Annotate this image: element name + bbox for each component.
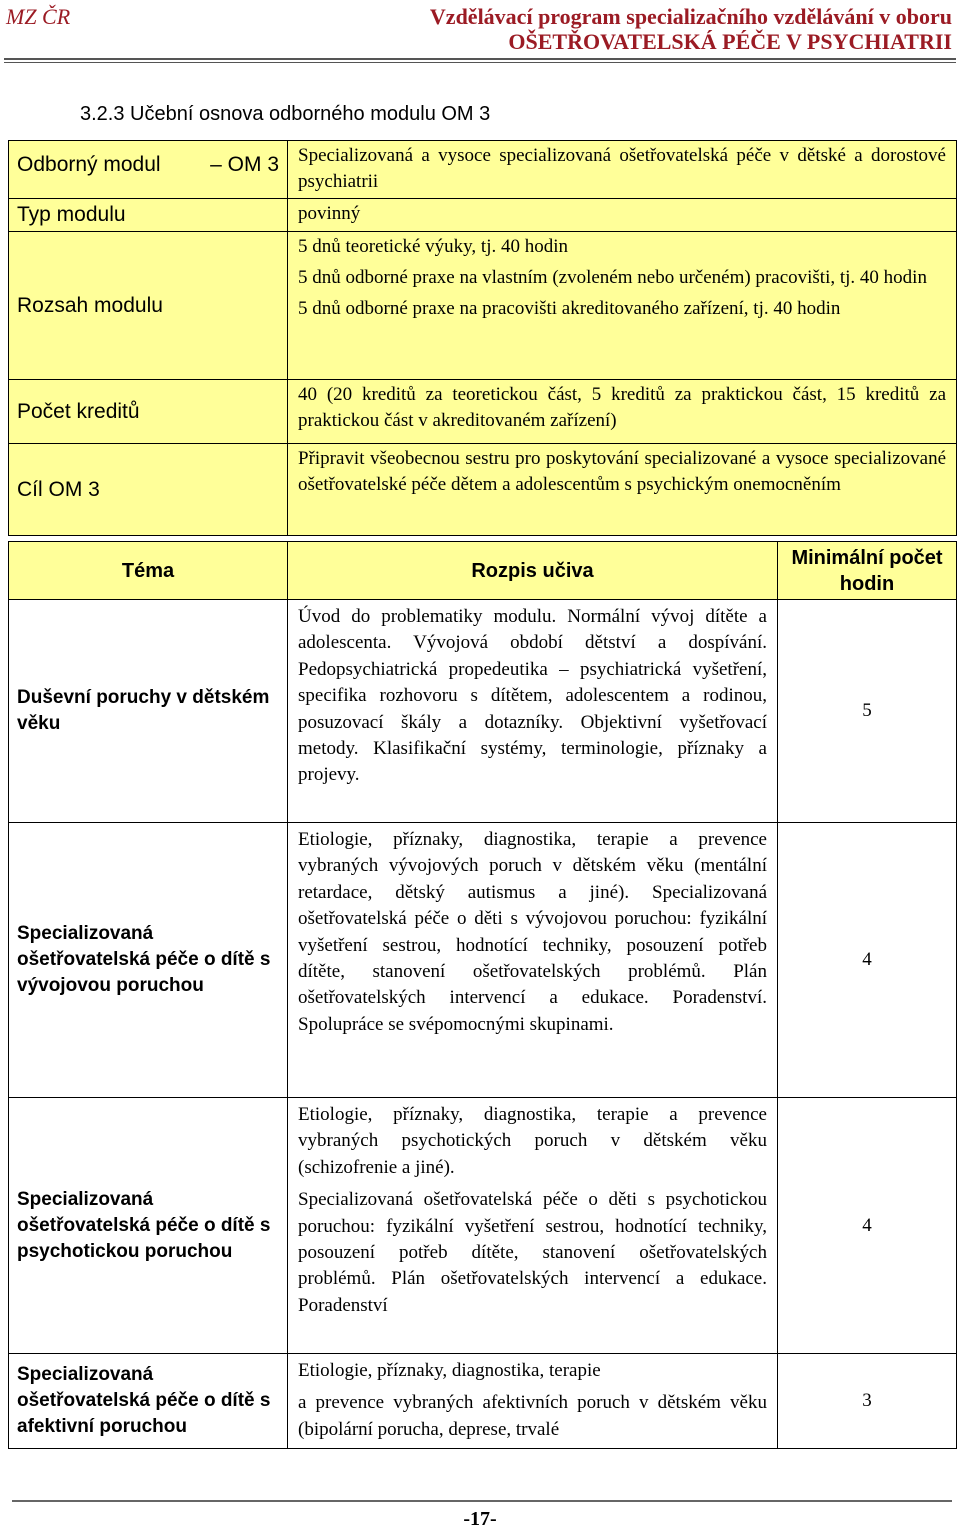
header-content: Rozpis učiva [288, 542, 778, 600]
header-right-line2: OŠETŘOVATELSKÁ PÉČE V PSYCHIATRII [508, 29, 952, 54]
module-scope-row [9, 232, 957, 380]
curriculum-header-row [9, 542, 957, 600]
content-paragraph: Specializovaná ošetřovatelská péče o děti s psychotickou poruchou: fyzikální vyšetření sestrou, hodnotící techniky, posouzení potřeb dítěte, stanovení ošetřovatelských problémů. Plán ošetřovatelských intervencí a edukace. Poradenství [298, 1189, 767, 1316]
module-info-table [8, 140, 957, 536]
topic-cell: Specializovaná ošetřovatelská péče o dítě s vývojovou poruchou [9, 823, 288, 1098]
header-rule-thin [4, 62, 956, 63]
content-cell [288, 1354, 778, 1449]
curriculum-table [8, 541, 957, 1449]
curriculum-row [9, 1098, 957, 1354]
module-label-b: – OM 3 [210, 153, 279, 176]
module-scope-label: Rozsah modulu [9, 232, 288, 380]
header-hours: Minimální počet hodin [778, 542, 957, 600]
module-label [9, 141, 288, 199]
content-cell [288, 823, 778, 1098]
header-right [430, 4, 952, 54]
content-cell [288, 600, 778, 823]
content-cell [288, 1098, 778, 1354]
scope-theory: 5 dnů teoretické výuky, tj. 40 hodin [298, 236, 568, 257]
module-type-row [9, 199, 957, 232]
topic-cell: Duševní poruchy v dětském věku [9, 600, 288, 823]
curriculum-row [9, 1354, 957, 1449]
content-paragraph: Etiologie, příznaky, diagnostika, terapie a prevence vybraných psychotických poruch v dětském věku (schizofrenie a jiné). [298, 1104, 767, 1178]
content-paragraph: a prevence vybraných afektivních poruch v dětském věku (bipolární porucha, deprese, trvalé [298, 1392, 767, 1440]
module-credits-row [9, 380, 957, 444]
module-row [9, 141, 957, 199]
module-goal-value: Připravit všeobecnou sestru pro poskytování specializované a vysoce specializované ošetřovatelské péče dětem a adolescentům s psychickým onemocněním [288, 444, 957, 536]
header-topic: Téma [9, 542, 288, 600]
topic-cell: Specializovaná ošetřovatelská péče o dítě s afektivní poruchou [9, 1354, 288, 1449]
module-credits-label: Počet kreditů [9, 380, 288, 444]
content-paragraph: Úvod do problematiky modulu. Normální vývoj dítěte a adolescenta. Vývojová období dětství a dospívání. Pedopsychiatrická propedeutika – psychiatrická vyšetření, specifika rozhovoru s dítětem, adolescentem a rodinou, posuzovací škály a dotazníky. Objektivní vyšetřovací metody. Klasifikační systémy, terminologie, příznaky a projevy. [298, 606, 767, 786]
content-paragraph: Etiologie, příznaky, diagnostika, terapie a prevence vybraných vývojových poruch v dětském věku (mentální retardace, dětský autismus a jiné). Specializovaná ošetřovatelská péče o děti s vývojovou poruchou: fyzikální vyšetření sestrou, hodnotící techniky, posouzení potřeb dítěte, stanovení ošetřovatelských problémů. Plán ošetřovatelských intervencí a edukace. Poradenství. Spolupráce se svépomocnými skupinami. [298, 829, 767, 1035]
hours-cell: 4 [778, 823, 957, 1098]
hours-cell: 5 [778, 600, 957, 823]
topic-cell: Specializovaná ošetřovatelská péče o dítě s psychotickou poruchou [9, 1098, 288, 1354]
module-goal-row [9, 444, 957, 536]
scope-practice-accredited: 5 dnů odborné praxe na pracovišti akreditovaného zařízení, tj. 40 hodin [298, 298, 841, 319]
footer-rule [12, 1500, 952, 1502]
hours-cell: 4 [778, 1098, 957, 1354]
module-type-label: Typ modulu [9, 199, 288, 232]
page-number: -17- [463, 1508, 497, 1530]
module-label-a: Odborný modul [17, 153, 161, 176]
module-goal-label: Cíl OM 3 [9, 444, 288, 536]
curriculum-row [9, 600, 957, 823]
module-scope-values [288, 232, 957, 380]
header-left: MZ ČR [6, 4, 71, 29]
module-type-value: povinný [288, 199, 957, 232]
scope-practice-own: 5 dnů odborné praxe na vlastním (zvoleném nebo určeném) pracovišti, tj. 40 hodin [298, 267, 927, 288]
hours-cell: 3 [778, 1354, 957, 1449]
module-name: Specializovaná a vysoce specializovaná ošetřovatelská péče v dětské a dorostové psychiatrii [288, 141, 957, 199]
curriculum-row [9, 823, 957, 1098]
content-paragraph: Etiologie, příznaky, diagnostika, terapie [298, 1360, 601, 1381]
section-title: 3.2.3 Učební osnova odborného modulu OM 3 [80, 103, 491, 125]
header-rule [4, 58, 956, 60]
header-right-line1: Vzdělávací program specializačního vzdělávání v oboru [429, 4, 952, 29]
module-credits-value: 40 (20 kreditů za teoretickou část, 5 kreditů za praktickou část, 15 kreditů za praktickou část v akreditovaném zařízení) [288, 380, 957, 444]
